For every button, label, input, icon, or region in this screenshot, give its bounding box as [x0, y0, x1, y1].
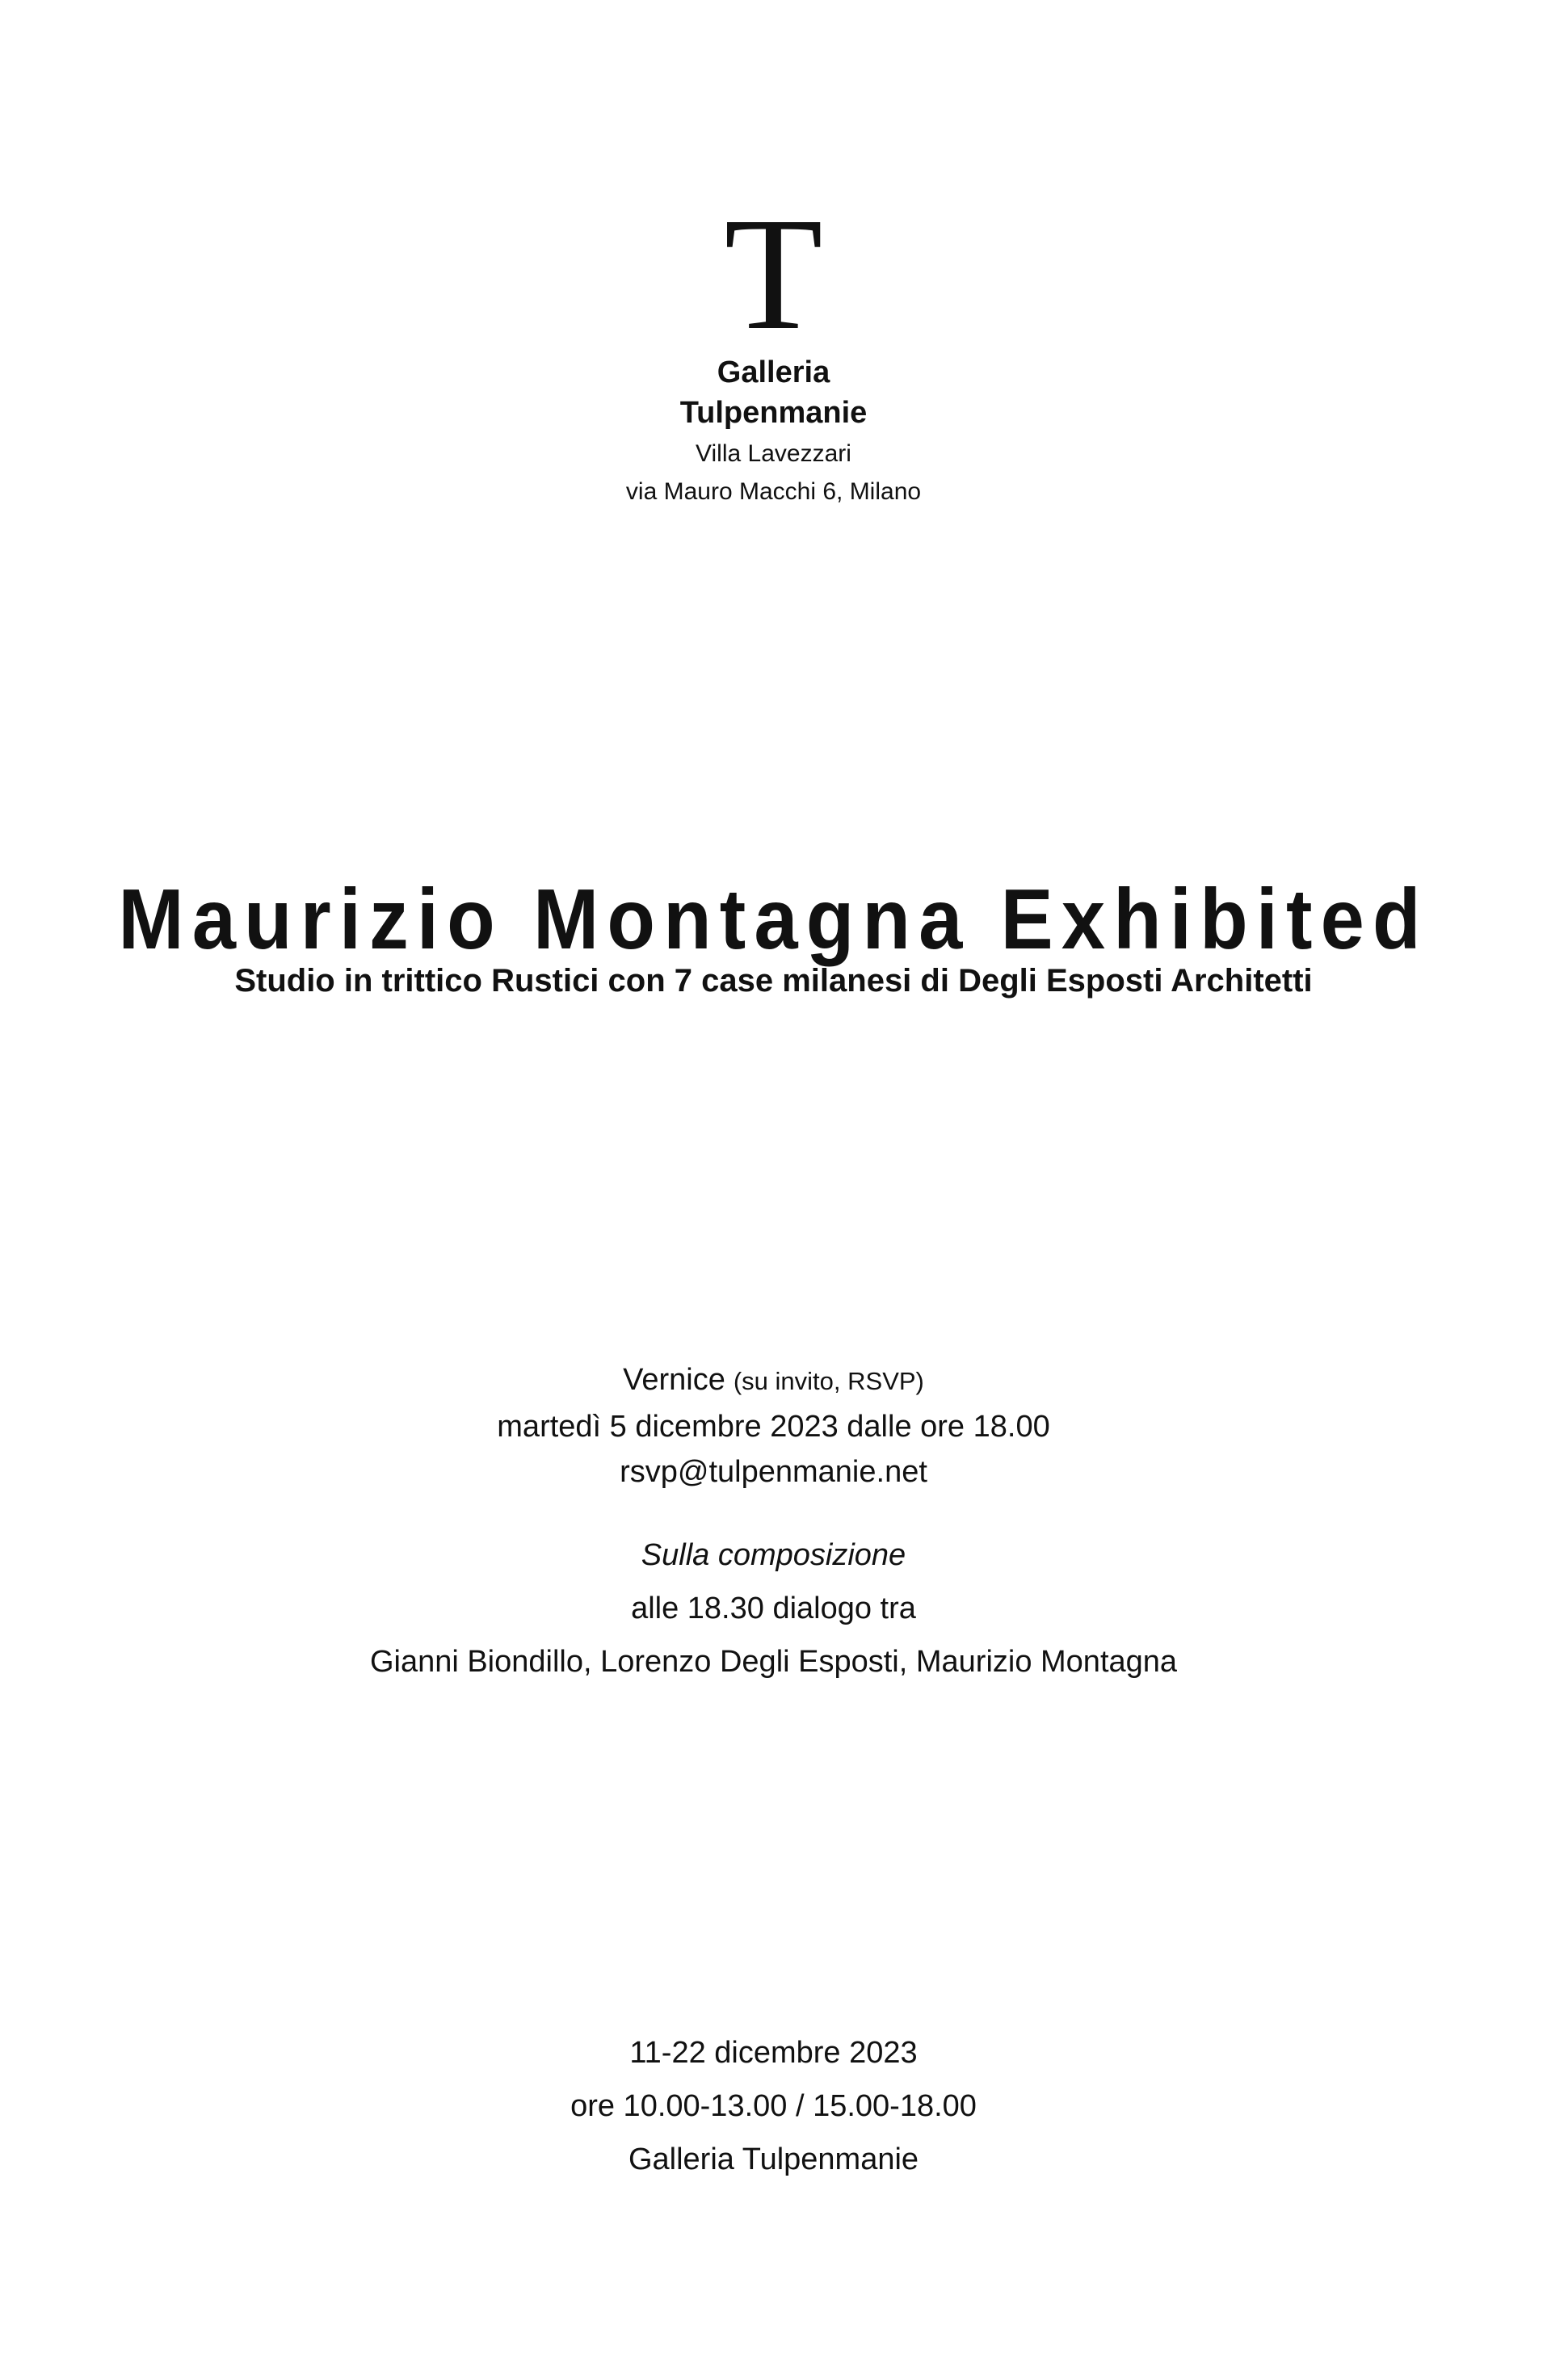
rsvp-email: rsvp@tulpenmanie.net [620, 1455, 927, 1489]
gallery-name-line2: Tulpenmanie [679, 396, 868, 430]
opening-hours: ore 10.00-13.00 / 15.00-18.00 [570, 2089, 977, 2123]
opening-info [0, 1357, 1547, 1495]
exhibition-place: Galleria Tulpenmanie [628, 2142, 919, 2176]
exhibition-dates: 11-22 dicembre 2023 [629, 2036, 918, 2070]
exhibition-title: Maurizio Montagna Exhibited [118, 872, 1429, 967]
gallery-address [0, 435, 1547, 511]
opening-heading [0, 1357, 1547, 1404]
gallery-name-line1: Galleria [717, 355, 830, 389]
opening-note: (su invito, RSVP) [733, 1367, 924, 1395]
exhibition-subtitle: Studio in trittico Rustici con 7 case milanesi di Degli Esposti Architetti [234, 963, 1313, 999]
logo-letter: T [724, 185, 823, 364]
talk-info [0, 1528, 1547, 1688]
opening-label: Vernice [623, 1363, 725, 1397]
gallery-name [0, 352, 1547, 433]
gallery-logo [0, 185, 1547, 364]
venue-name: Villa Lavezzari [696, 440, 851, 467]
talk-speakers: Gianni Biondillo, Lorenzo Degli Esposti, Maurizio Montagna [369, 1645, 1178, 1679]
exhibition-schedule [0, 2026, 1547, 2186]
opening-datetime: martedì 5 dicembre 2023 dalle ore 18.00 [497, 1410, 1050, 1444]
talk-title: Sulla composizione [641, 1538, 906, 1572]
street-address: via Mauro Macchi 6, Milano [625, 478, 922, 505]
talk-time: alle 18.30 dialogo tra [631, 1592, 916, 1625]
